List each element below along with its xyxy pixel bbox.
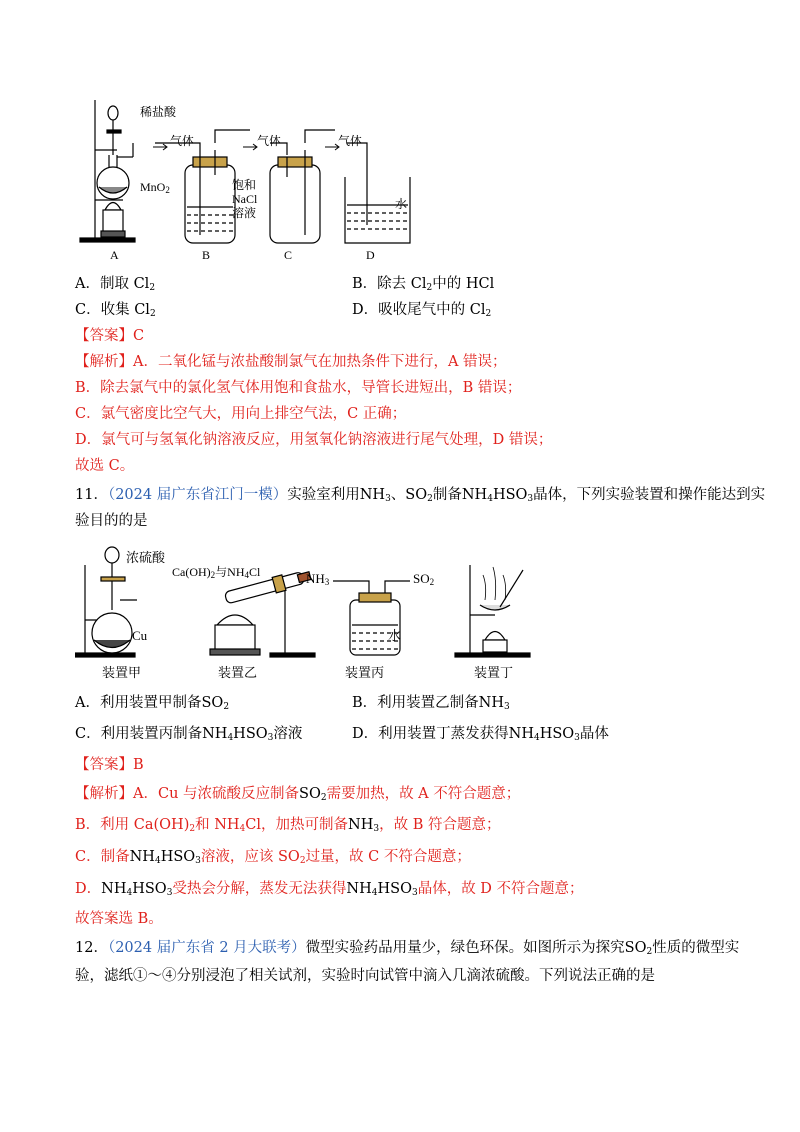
q10-analysis-d: D．氯气可与氢氧化钠溶液反应，用氢氧化钠溶液进行尾气处理，D 错误；: [75, 432, 553, 448]
caption-yi: 装置乙: [218, 665, 258, 680]
caption-ding: 装置丁: [474, 665, 514, 680]
caption-jia: 装置甲: [102, 665, 142, 680]
q11-stem-line2: 验目的的是: [75, 513, 148, 529]
label-reagents: $Ca(OH)_2$与$NH_4Cl$: [172, 565, 261, 580]
q11-stem-line1: 11．（2024 届广东省江门一模）实验室利用$NH_3$、$SO_2$制备$NH_4HSO_3$晶体，下列实验装置和操作能达到实: [75, 487, 766, 504]
label-water: 水: [395, 197, 408, 211]
q11-analysis-c: C．制备$NH_4HSO_3$溶液，应该 $SO_2$过量，故 C 不符合题意；: [75, 849, 471, 866]
apparatus-d: [345, 143, 410, 243]
label-cu: Cu: [132, 628, 148, 643]
label-mno2: MnO$_2$: [140, 180, 170, 195]
q11-source: （2024 届广东省江门一模）: [107, 487, 288, 503]
label-dilute-hcl: 稀盐酸: [140, 105, 177, 119]
caption-c: C: [284, 248, 293, 262]
caption-d: D: [366, 248, 375, 262]
q11-option-b: B．利用装置乙制备$NH_3$: [352, 695, 510, 712]
q10-option-a: A．制取 $Cl_2$: [75, 276, 156, 293]
q11-analysis-d: D．$NH_4HSO_3$受热会分解，蒸发无法获得$NH_4HSO_3$晶体，故 D 不符合题意；: [75, 881, 584, 898]
q11-analysis-b: B．利用 $Ca(OH)_2$和 $NH_4Cl$，加热可制备$NH_3$，故 B 符合题意；: [75, 817, 501, 834]
label-gas-c: 气体: [257, 134, 282, 148]
label-gas-d: 气体: [338, 134, 363, 148]
label-water-2: 水: [388, 628, 402, 643]
label-conc-h2so4: 浓硫酸: [126, 550, 166, 565]
q12-stem-line2: 验，滤纸①～④分别浸泡了相关试剂，实验时向试管中滴入几滴浓硫酸。下列说法正确的是: [75, 968, 655, 984]
label-nh3-inlet: $NH_3$: [306, 571, 330, 587]
q10-option-b: B．除去 $Cl_2$中的 HCl: [352, 276, 495, 293]
caption-b: B: [202, 248, 211, 262]
q10-answer: 【答案】C: [75, 328, 145, 344]
q10-analysis-a: 【解析】A．二氧化锰与浓盐酸制氯气在加热条件下进行，A 错误；: [75, 354, 507, 370]
q10-analysis-c: C．氯气密度比空气大，用向上排空气法，C 正确；: [75, 406, 407, 422]
q11-option-d: D．利用装置丁蒸发获得$NH_4HSO_3$晶体: [352, 726, 609, 743]
q12-source: （2024 届广东省 2 月大联考）: [107, 940, 306, 956]
q11-option-c: C．利用装置丙制备$NH_4HSO_3$溶液: [75, 726, 303, 743]
q11-answer: 【答案】B: [75, 757, 144, 773]
caption-bing: 装置丙: [345, 665, 385, 680]
label-gas-b: 气体: [170, 134, 195, 148]
q10-option-c: C．收集 $Cl_2$: [75, 302, 156, 319]
q10-option-d: D．吸收尾气中的 $Cl_2$: [352, 302, 492, 319]
q10-analysis-b: B．除去氯气中的氯化氢气体用饱和食盐水，导管长进短出，B 错误；: [75, 380, 522, 396]
label-so2-inlet: $SO_2$: [413, 571, 435, 587]
caption-a: A: [110, 248, 119, 262]
q10-conclusion: 故选 C。: [75, 458, 135, 474]
apparatus-a: [80, 100, 135, 242]
q12-stem-line1: 12．（2024 届广东省 2 月大联考）微型实验药品用量少，绿色环保。如图所示为探究$SO_2$性质的微型实: [75, 940, 740, 957]
q11-option-a: A．利用装置甲制备$SO_2$: [75, 695, 230, 712]
label-saturated-nacl: 饱和 NaCl 溶液: [232, 178, 258, 220]
q11-analysis-a: 【解析】A．Cu 与浓硫酸反应制备$SO_2$需要加热，故 A 不符合题意；: [75, 786, 521, 803]
q11-conclusion: 故答案选 B。: [75, 911, 163, 927]
